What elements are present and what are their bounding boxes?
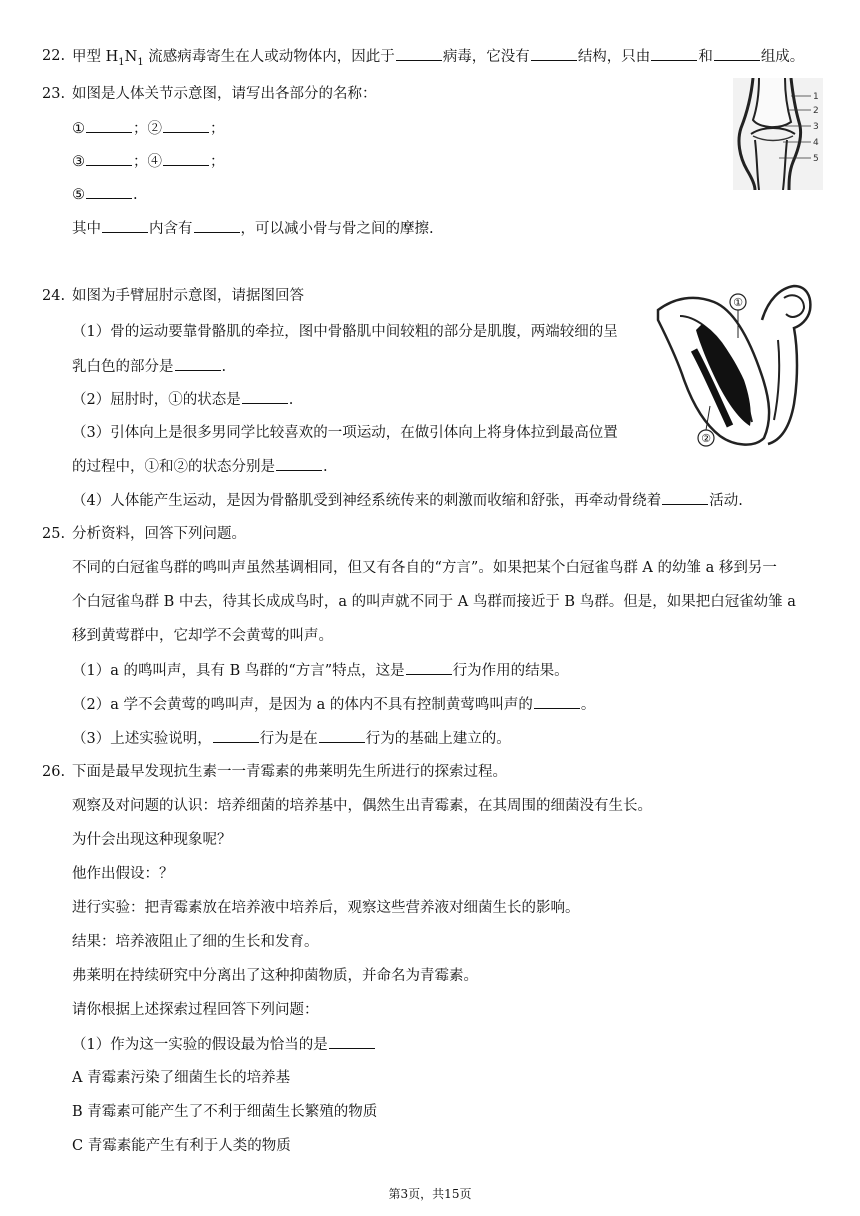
q25-p3: （3）上述实验说明， 行为是在 行为的基础上建立的。 [72, 728, 511, 749]
answer-blank[interactable] [213, 728, 259, 743]
q26-p1: （1）作为这一实验的假设最为恰当的是 [72, 1034, 376, 1055]
q24-p4: （4）人体能产生运动，是因为骨骼肌受到神经系统传来的刺激而收缩和舒张，再牵动骨绕着 活动. [72, 490, 743, 511]
q26-line: 请你根据上述探索过程回答下列问题： [72, 1002, 319, 1018]
arm-flexion-figure [654, 280, 814, 452]
q23-intro: 如图是人体关节示意图，请写出各部分的名称： [72, 86, 377, 102]
q26-line: 弗莱明在持续研究中分离出了这种抑菌物质，并命名为青霉素。 [72, 968, 478, 984]
answer-blank[interactable] [531, 46, 577, 61]
figure-label: 5 [813, 154, 819, 164]
q25-p1: （1）a 的鸣叫声，具有 B 鸟群的“方言”特点，这是 行为作用的结果。 [72, 660, 569, 681]
q26-option-c[interactable]: C 青霉素能产生有利于人类的物质 [72, 1138, 291, 1154]
figure-label: 2 [813, 106, 819, 116]
q25-intro: 分析资料，回答下列问题。 [72, 526, 246, 542]
q25-material: 移到黄莺群中，它却学不会黄莺的叫声。 [72, 628, 333, 644]
figure-label: ① [733, 296, 743, 309]
answer-blank[interactable] [102, 218, 148, 233]
answer-blank[interactable] [86, 151, 132, 166]
question-number: 24. [42, 288, 66, 304]
q23-row2: ③ ；④ ； [72, 151, 225, 172]
q26-line: 结果：培养液阻止了细的生长和发育。 [72, 934, 319, 950]
q23-tail: 其中 内含有 ，可以减小骨与骨之间的摩擦. [72, 218, 434, 239]
answer-blank[interactable] [662, 490, 708, 505]
q24-p2: （2）屈肘时，①的状态是 . [72, 389, 293, 410]
answer-blank[interactable] [276, 456, 322, 471]
q24-p1b: 乳白色的部分是 . [72, 356, 226, 377]
q25-material: 个白冠雀鸟群 B 中去，待其长成成鸟时，a 的叫声就不同于 A 鸟群而接近于 B 鸟群。但是，如果把白冠雀幼雏 a [72, 594, 796, 610]
q25-p2: （2）a 学不会黄莺的鸣叫声，是因为 a 的体内不具有控制黄莺鸣叫声的 。 [72, 694, 595, 715]
q23-row1: ① ；② ； [72, 118, 225, 139]
figure-label: ② [701, 432, 711, 445]
knee-joint-figure [733, 78, 823, 190]
q26-line: 为什会出现这种现象呢？ [72, 832, 232, 848]
answer-blank[interactable] [86, 118, 132, 133]
q26-line: 他作出假设：？ [72, 866, 174, 882]
q24-p1a: （1）骨的运动要靠骨骼肌的牵拉，图中骨骼肌中间较粗的部分是肌腹，两端较细的呈 [72, 324, 618, 340]
answer-blank[interactable] [163, 118, 209, 133]
answer-blank[interactable] [534, 694, 580, 709]
answer-blank[interactable] [86, 184, 132, 199]
q22-text: 甲型 $H_1N_1$ 流感病毒寄生在人或动物体内，因此于 病毒，它没有 结构，只由 和 组成。 [72, 46, 804, 73]
q26-intro: 下面是最早发现抗生素一一青霉素的弗莱明先生所进行的探索过程。 [72, 764, 507, 780]
figure-label: 4 [813, 138, 819, 148]
answer-blank[interactable] [163, 151, 209, 166]
answer-blank[interactable] [242, 389, 288, 404]
q25-material: 不同的白冠雀鸟群的鸣叫声虽然基调相同，但又有各自的“方言”。如果把某个白冠雀鸟群 A 的幼雏 a 移到另一 [72, 560, 777, 576]
answer-blank[interactable] [406, 660, 452, 675]
answer-blank[interactable] [651, 46, 697, 61]
question-number: 22. [42, 48, 66, 64]
q26-option-a[interactable]: A 青霉素污染了细菌生长的培养基 [72, 1070, 291, 1086]
question-number: 26. [42, 764, 66, 780]
page-footer: 第3页，共15页 [388, 1187, 472, 1201]
q24-p3a: （3）引体向上是很多男同学比较喜欢的一项运动，在做引体向上将身体拉到最高位置 [72, 425, 618, 441]
answer-blank[interactable] [194, 218, 240, 233]
answer-blank[interactable] [319, 728, 365, 743]
question-number: 25. [42, 526, 66, 542]
q26-line: 观察及对问题的认识：培养细菌的培养基中，偶然生出青霉素，在其周围的细菌没有生长。 [72, 798, 652, 814]
answer-blank[interactable] [714, 46, 760, 61]
answer-blank[interactable] [329, 1034, 375, 1049]
q26-option-b[interactable]: B 青霉素可能产生了不利于细菌生长繁殖的物质 [72, 1104, 378, 1120]
answer-blank[interactable] [175, 356, 221, 371]
question-number: 23. [42, 86, 66, 102]
q23-row3: ⑤ . [72, 184, 138, 205]
q24-intro: 如图为手臂屈肘示意图，请据图回答 [72, 288, 304, 304]
answer-blank[interactable] [396, 46, 442, 61]
q24-p3b: 的过程中，①和②的状态分别是 . [72, 456, 328, 477]
figure-label: 3 [813, 122, 819, 132]
q26-line: 进行实验：把青霉素放在培养液中培养后，观察这些营养液对细菌生长的影响。 [72, 900, 580, 916]
figure-label: 1 [813, 92, 819, 102]
